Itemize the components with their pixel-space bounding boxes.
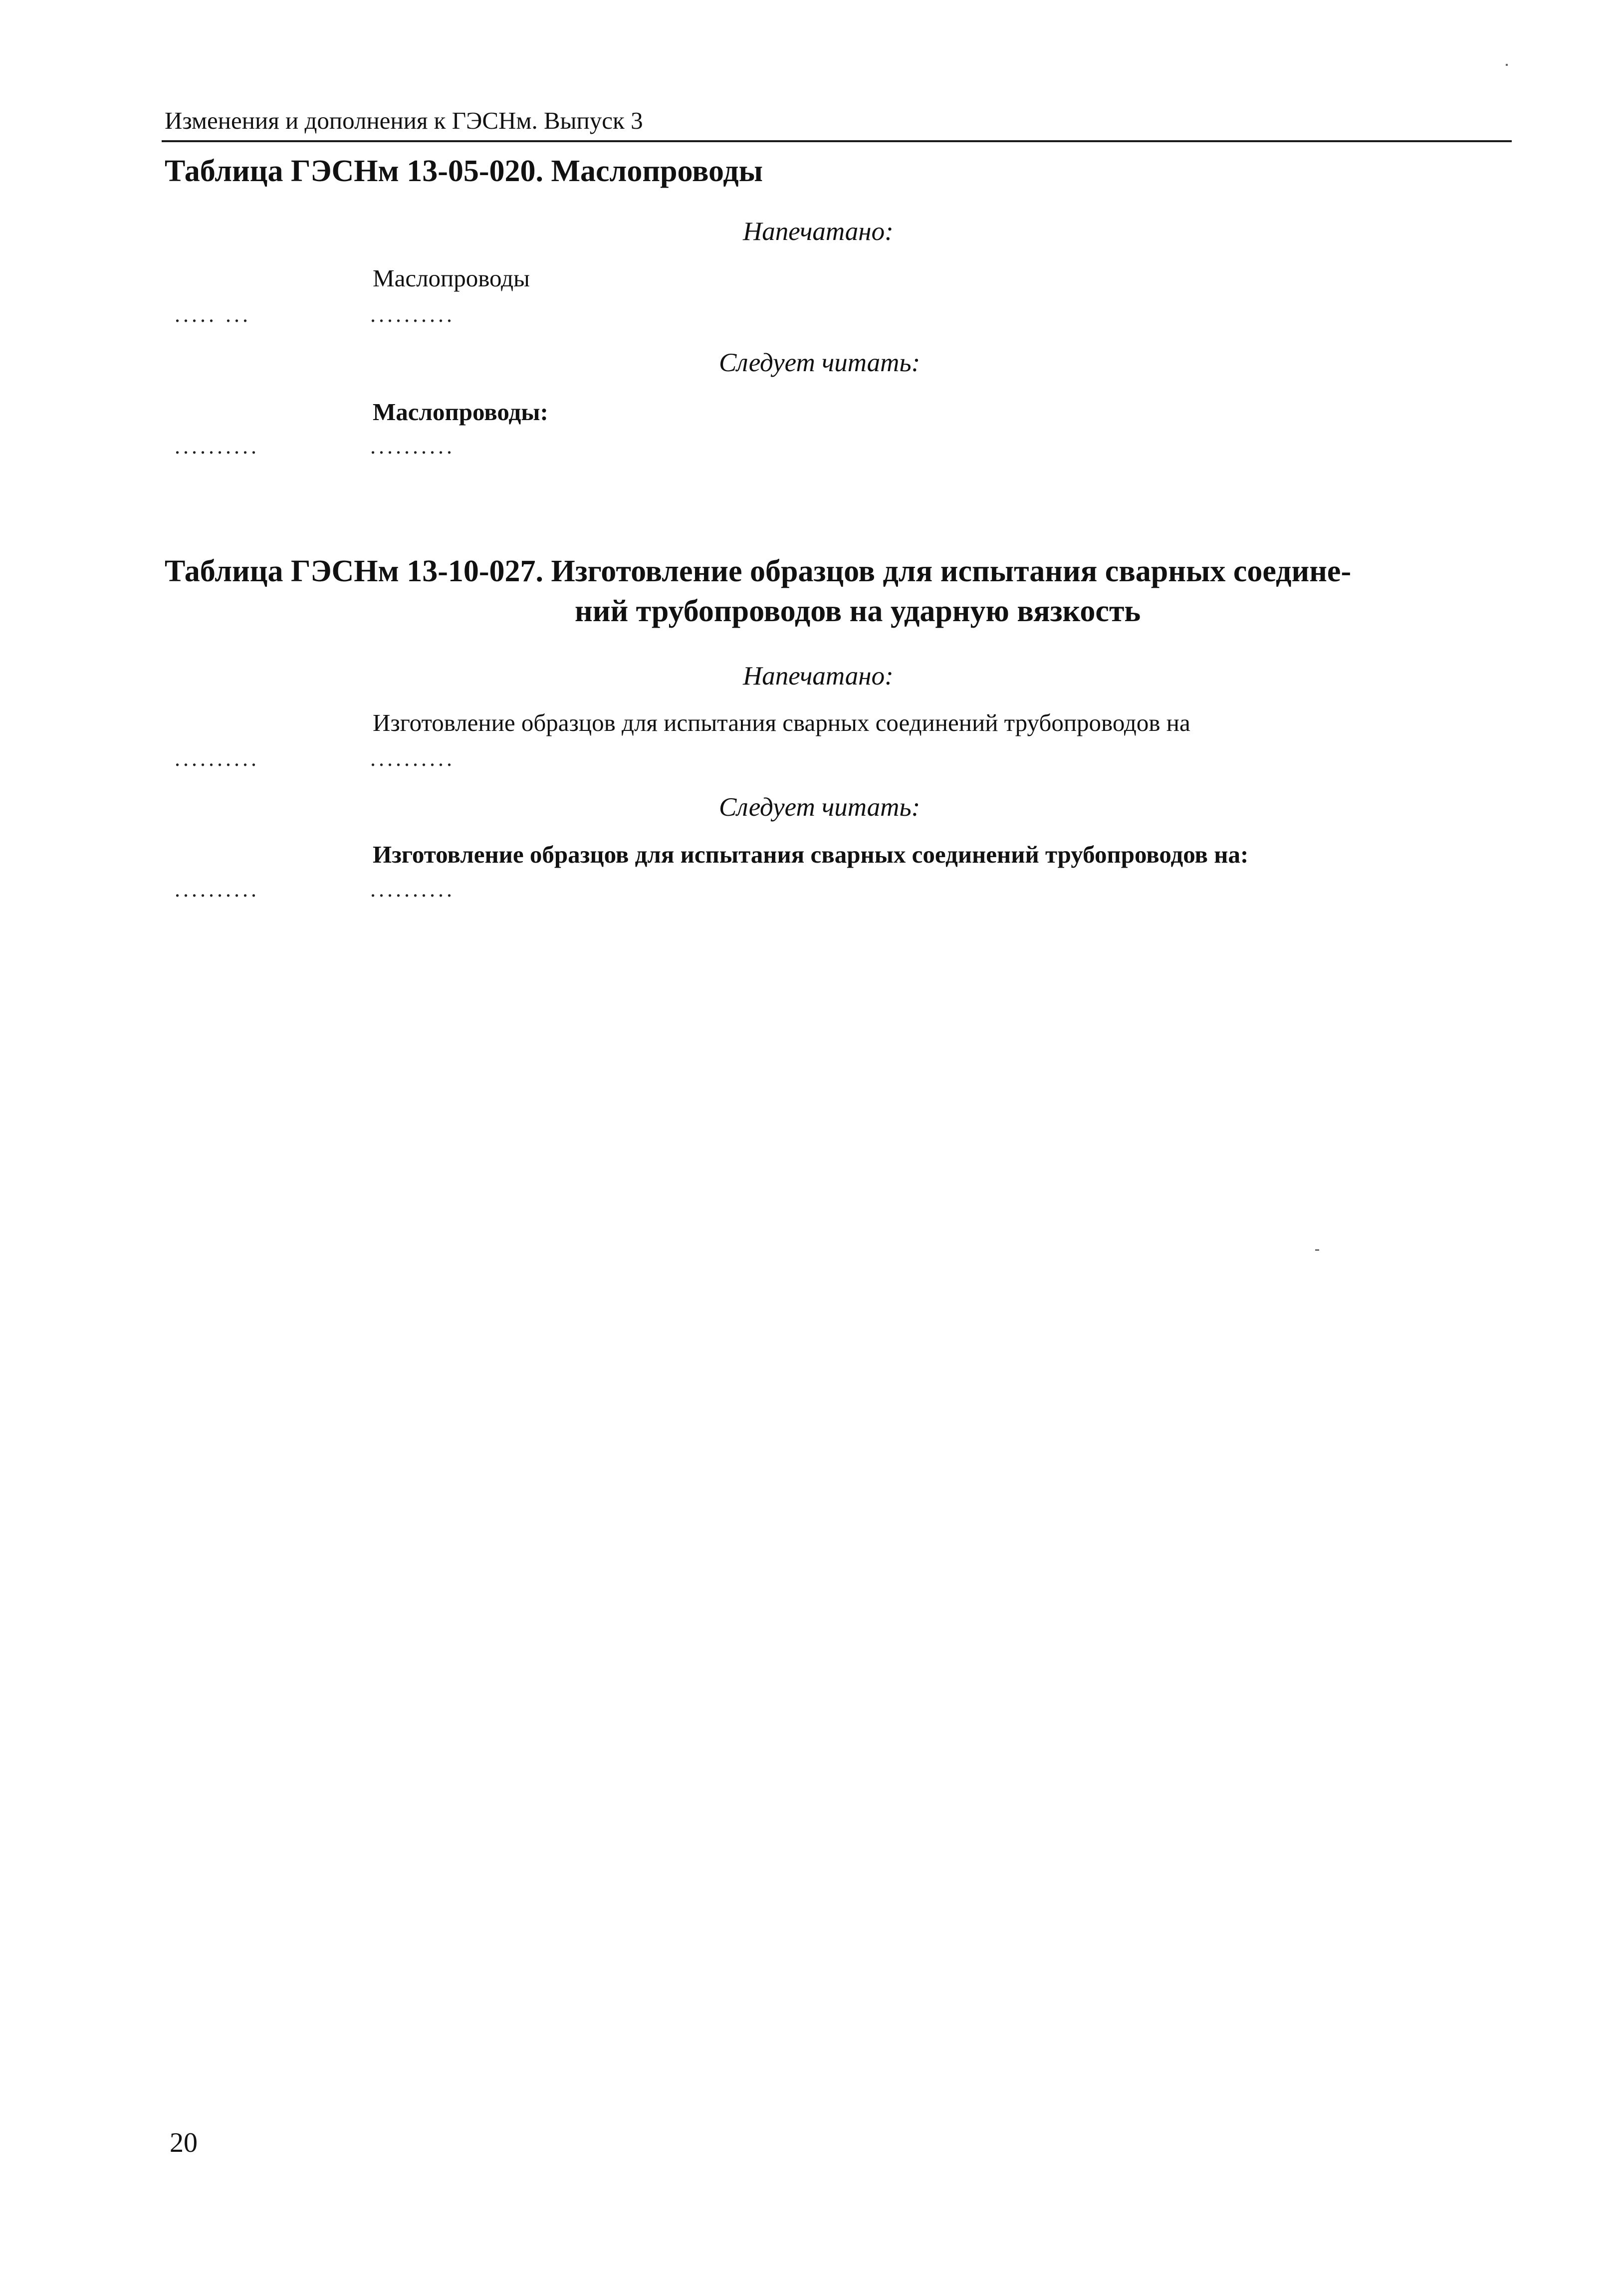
scan-speck xyxy=(1506,64,1508,66)
should-read-entry-text: Изготовление образцов для испытания сварных соединений трубопроводов на: xyxy=(373,841,1249,868)
running-header: Изменения и дополнения к ГЭСНм. Выпуск 3 xyxy=(165,107,643,134)
ellipsis-right: .......... xyxy=(370,302,455,327)
ellipsis-left: ..... ... xyxy=(175,302,251,327)
section-title-13-10-027: Таблица ГЭСНм 13-10-027. Изготовление образцов для испытания сварных соедине- xyxy=(165,554,1352,588)
ellipsis-right: .......... xyxy=(370,746,455,771)
ellipsis-left: .......... xyxy=(175,746,259,771)
scan-speck xyxy=(1315,1249,1319,1251)
printed-entry-text: Маслопроводы xyxy=(373,264,530,292)
section-title-13-10-027-continuation: ний трубопроводов на ударную вязкость xyxy=(575,594,1141,628)
should-read-caption: Следует читать: xyxy=(719,348,921,377)
section-title-13-05-020: Таблица ГЭСНм 13-05-020. Маслопроводы xyxy=(165,154,763,188)
ellipsis-right: .......... xyxy=(370,877,455,902)
ellipsis-left: .......... xyxy=(175,434,259,459)
printed-caption: Напечатано: xyxy=(743,662,894,690)
should-read-caption: Следует читать: xyxy=(719,793,921,822)
ellipsis-right: .......... xyxy=(370,434,455,459)
printed-entry-text: Изготовление образцов для испытания сварных соединений трубопроводов на xyxy=(373,709,1190,736)
should-read-entry-text: Маслопроводы: xyxy=(373,398,548,426)
ellipsis-left: .......... xyxy=(175,877,259,902)
printed-caption: Напечатано: xyxy=(743,217,894,246)
header-rule xyxy=(162,140,1512,142)
page-number: 20 xyxy=(170,2127,198,2158)
